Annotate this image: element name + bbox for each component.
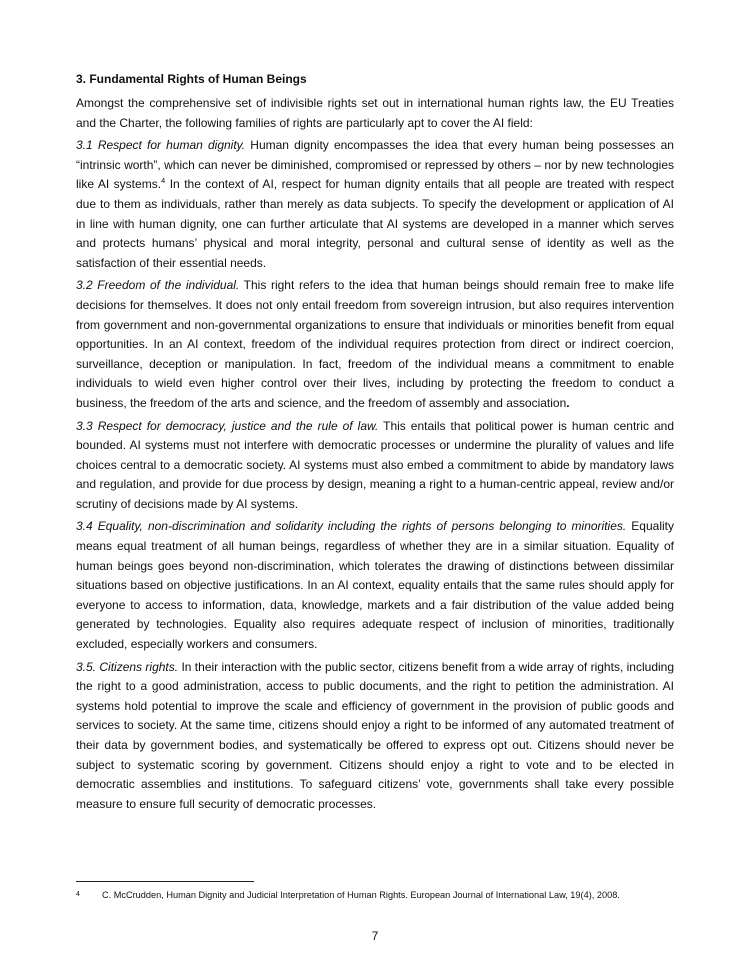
footnote xyxy=(76,888,696,902)
footnote-text: C. McCrudden, Human Dignity and Judicial Interpretation of Human Rights. European Journal of International Law, 19(4), 2008. xyxy=(102,890,620,900)
right-democracy-text: This entails that political power is human centric and bounded. AI systems must not interfere with democratic processes or undermine the plurality of values and life choices central to a democratic society. AI systems must also embed a commitment to abide by mandatory laws and regulation, and provide for due process by design, meaning a right to a human-centric appeal, review and/or scrutiny of decisions made by AI systems. xyxy=(76,418,674,511)
right-freedom-title: 3.2 Freedom of the individual. xyxy=(76,278,240,293)
right-dignity-text-a: Human dignity encompasses the idea that every human being possesses an “intrinsic worth”, which can never be diminished, compromised or repressed by others – nor by new technologies like AI systems. xyxy=(76,138,674,192)
right-dignity-text-b: In the context of AI, respect for human dignity entails that all people are treated with respect due to them as individuals, rather than merely as data subjects. To specify the development or application of AI in line with human dignity, one can further articulate that AI systems are developed in a manner which serves and protects humans’ physical and moral integrity, personal and cultural sense of identity as well as the satisfaction of their essential needs. xyxy=(76,177,675,270)
document-body xyxy=(76,70,674,817)
footnote-number: 4 xyxy=(76,891,80,898)
right-dignity-title: 3.1 Respect for human dignity. xyxy=(76,138,246,153)
right-citizens-paragraph xyxy=(76,658,674,815)
right-dignity-paragraph xyxy=(76,136,674,273)
right-equality-paragraph xyxy=(76,517,674,654)
right-citizens-text: In their interaction with the public sector, citizens benefit from a wide array of rights, including the right to a good administration, access to public documents, and the right to petition the administration. AI systems hold potential to improve the scale and efficiency of government in the provision of public goods and services to society. At the same time, citizens should enjoy a right to be informed of any automated treatment of their data by government bodies, and systematically be offered to express opt out. Citizens should never be subject to systematic scoring by government. Citizens should enjoy a right to vote and to be elected in democratic assemblies and institutions. To safeguard citizens’ vote, governments shall take every possible measure to ensure full security of democratic processes. xyxy=(76,659,675,811)
page-number: 7 xyxy=(371,929,379,943)
footnote-reference[interactable]: 4 xyxy=(161,176,166,186)
right-equality-text: Equality means equal treatment of all human beings, regardless of whether they are in a similar situation. Equality of human beings goes beyond non-discrimination, which tolerates the drawing of distinctions between dissimilar situations based on objective justifications. In an AI context, equality entails that the same rules should apply for everyone to access to information, data, knowledge, markets and a fair distribution of the value added being generated by technologies. Equality also requires adequate respect of inclusion of minorities, traditionally excluded, especially workers and consumers. xyxy=(76,519,674,652)
right-equality-title: 3.4 Equality, non-discrimination and solidarity including the rights of persons belonging to minorities. xyxy=(76,519,627,534)
right-freedom-end: . xyxy=(566,395,570,410)
intro-paragraph: Amongst the comprehensive set of indivisible rights set out in international human rights law, the EU Treaties and the Charter, the following families of rights are particularly apt to cover the AI field: xyxy=(76,96,674,130)
right-democracy-paragraph xyxy=(76,417,674,515)
footnote-divider xyxy=(76,881,254,882)
right-citizens-title: 3.5. Citizens rights. xyxy=(76,659,179,674)
right-freedom-paragraph xyxy=(76,276,674,413)
right-freedom-text: This right refers to the idea that human beings should remain free to make life decisions for themselves. It does not only entail freedom from sovereign intrusion, but also requires intervention from government and non-governmental organizations to ensure that individuals or minorities benefit from equal opportunities. In an AI context, freedom of the individual requires protection from direct or indirect coercion, surveillance, deception or manipulation. In fact, freedom of the individual means a commitment to enable individuals to wield even higher control over their lives, including by protecting the freedom to conduct a business, the freedom of the arts and science, and the freedom of assembly and association xyxy=(76,278,674,410)
section-heading: 3. Fundamental Rights of Human Beings xyxy=(76,72,307,86)
right-democracy-title: 3.3 Respect for democracy, justice and the rule of law. xyxy=(76,418,379,433)
